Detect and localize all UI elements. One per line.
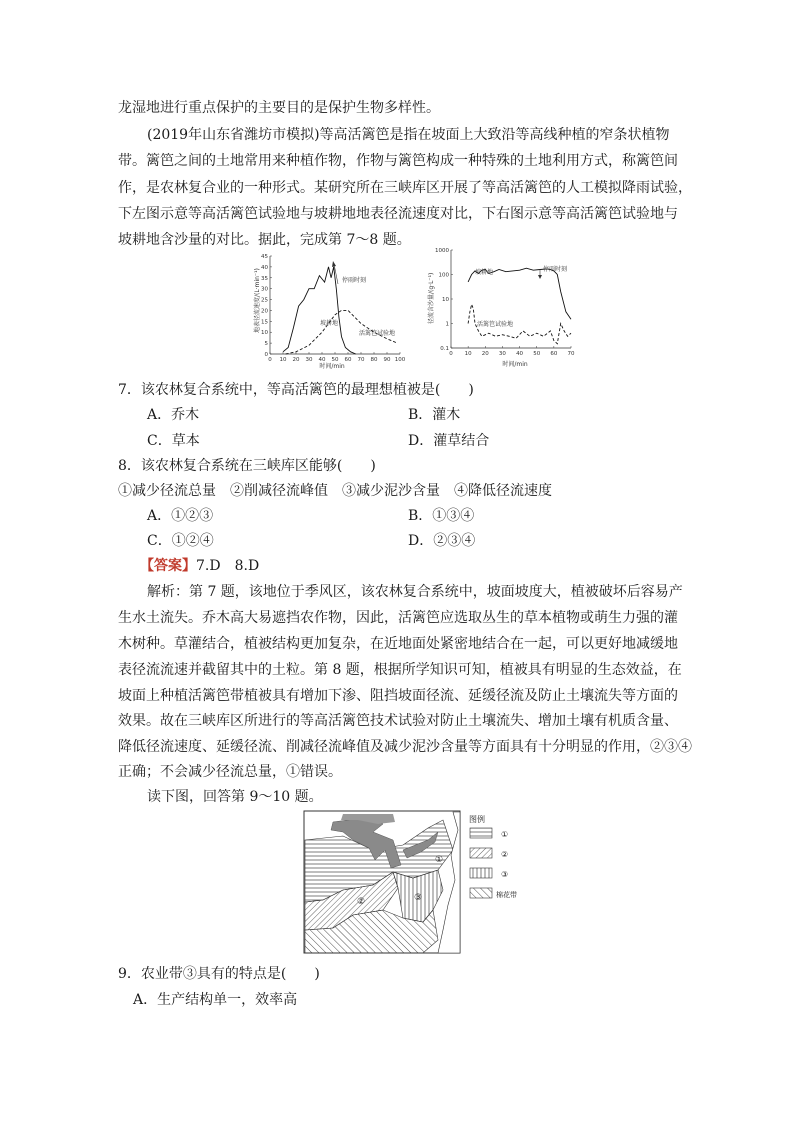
- annotation-stop-rain: 停雨时刻: [342, 277, 367, 284]
- agriculture-belts-map: [303, 810, 523, 955]
- x-tick-label: 50: [331, 357, 339, 363]
- q9-stem: 9．农业带③具有的特点是( ): [118, 966, 320, 982]
- stop-rain-arrowhead: [332, 261, 336, 267]
- x-tick-label: 50: [533, 351, 541, 357]
- x-tick-label: 20: [292, 357, 300, 363]
- x-tick-label: 10: [464, 351, 472, 357]
- q7-option-b: B．灌木: [408, 407, 461, 423]
- annotation-slope-farmland: 坡耕地: [320, 320, 339, 327]
- x-tick-label: 0: [449, 351, 453, 357]
- legend-label-2: ②: [501, 850, 509, 859]
- q8-option-c: C．①②④: [147, 533, 214, 549]
- q7-option-c: C．草本: [147, 433, 200, 449]
- legend-swatch-3: [470, 868, 492, 878]
- x-tick-label: 30: [305, 357, 313, 363]
- x-tick-label: 60: [550, 351, 558, 357]
- y-tick-label: 1000: [435, 248, 449, 254]
- intro-line: 带。篱笆之间的土地常用来种植作物，作物与篱笆构成一种特殊的土地利用方式，称篱笆间: [118, 153, 678, 169]
- x-axis-label: 时间/min: [319, 363, 345, 370]
- x-tick-label: 60: [344, 357, 352, 363]
- answer-text: 7.D 8.D: [196, 558, 260, 574]
- explanation-line: 生水土流失。乔木高大易遮挡农作物，因此，活篱笆应选取丛生的草本植物或萌生力强的灌: [118, 610, 678, 626]
- x-axis-label: 时间/min: [502, 361, 528, 368]
- map-label-2: ②: [357, 897, 366, 907]
- x-tick-label: 20: [481, 351, 489, 357]
- x-tick-label: 0: [268, 357, 272, 363]
- q9-option-a: A．生产结构单一，效率高: [133, 992, 298, 1008]
- legend-swatch-2: [470, 848, 492, 858]
- answer: [140, 556, 259, 576]
- x-tick-label: 30: [498, 351, 506, 357]
- annotation-stop-rain: 停雨时刻: [543, 266, 568, 273]
- explanation-line: 解析：第 7 题，该地位于季风区，该农林复合系统中，坡面坡度大，植被破坏后容易产: [147, 584, 683, 600]
- legend-swatch-1: [470, 828, 492, 838]
- sediment-concentration-chart: [425, 244, 585, 368]
- y-tick-label: 20: [261, 308, 268, 315]
- x-tick-label: 70: [357, 357, 365, 363]
- q7-stem: 7．该农林复合系统中，等高活篱笆的最理想植被是( ): [118, 382, 474, 398]
- explanation-line: 表径流流速并截留其中的土粒。第 8 题，根据所学知识可知，植被具有明显的生态效益，在: [118, 662, 682, 678]
- x-tick-label: 80: [370, 357, 378, 363]
- map-label-3: ③: [414, 893, 423, 903]
- legend-label-3: ③: [501, 870, 509, 879]
- y-tick-label: 0.1: [440, 346, 449, 352]
- y-tick-label: 15: [261, 319, 268, 326]
- explanation-line: 正确；不会减少径流总量，①错误。: [118, 764, 342, 780]
- x-tick-label: 100: [394, 357, 406, 363]
- x-tick-label: 70: [567, 351, 575, 357]
- runoff-velocity-chart: [250, 248, 410, 370]
- q8-stem: 8．该农林复合系统在三峡库区能够( ): [118, 458, 376, 474]
- stop-rain-arrowhead: [538, 275, 542, 279]
- explanation-line: 坡面上种植活篱笆带植被具有增加下渗、阻挡坡面径流、延缓径流及防止土壤流失等方面的: [118, 688, 678, 704]
- y-tick-label: 35: [261, 275, 268, 282]
- y-tick-label: 45: [261, 254, 268, 260]
- q8-option-a: A．①②③: [147, 508, 214, 524]
- intro-line: 下左图示意等高活篱笆试验地与坡耕地地表径流速度对比，下右图示意等高活篱笆试验地与: [118, 206, 678, 222]
- legend-swatch-cotton: [470, 888, 492, 898]
- explanation-line: 降低径流速度、延缓径流、削减径流峰值及减少泥沙含量等方面具有十分明显的作用，②③④: [118, 739, 692, 755]
- y-tick-label: 30: [261, 286, 268, 293]
- legend-label-1: ①: [501, 830, 509, 839]
- annotation-slope-farmland: 坡耕地: [475, 269, 494, 276]
- q8-option-b: B．①③④: [408, 508, 475, 524]
- annotation-hedgerow: 活篱笆试验地: [477, 321, 514, 328]
- x-tick-label: 10: [279, 357, 287, 363]
- q8-statements: ①减少径流总量 ②削减径流峰值 ③减少泥沙含量 ④降低径流速度: [118, 483, 552, 499]
- y-axis-label: 地表径流速度/(L·min⁻¹): [254, 268, 261, 333]
- explanation-line: 效果。故在三峡库区所进行的等高活篱笆技术试验对防止土壤流失、增加土壤有机质含量、: [118, 713, 678, 729]
- y-tick-label: 10: [261, 330, 268, 337]
- intro-line: (2019年山东省潍坊市模拟)等高活篱笆是指在坡面上大致沿等高线种植的窄条状植物: [147, 127, 670, 143]
- y-tick-label: 0: [264, 352, 268, 358]
- y-tick-label: 10: [442, 297, 449, 303]
- answer-tag: 【答案】: [140, 558, 196, 574]
- y-tick-label: 1: [445, 321, 449, 328]
- legend-label-cotton: 棉花带: [496, 891, 517, 899]
- legend-title: 图例: [469, 815, 485, 824]
- y-tick-label: 40: [261, 264, 268, 271]
- intro-line: 作，是农林复合业的一种形式。某研究所在三峡库区开展了等高活篱笆的人工模拟降雨试验，: [118, 180, 692, 196]
- map-prompt: 读下图，回答第 9～10 题。: [147, 789, 323, 805]
- q7-option-a: A．乔木: [147, 407, 200, 423]
- annotation-hedgerow: 活篱笆试验地: [359, 330, 396, 337]
- x-tick-label: 90: [383, 357, 391, 363]
- y-axis-label: 径流含沙量/(g·L⁻¹): [428, 272, 435, 324]
- x-tick-label: 40: [318, 357, 326, 363]
- y-tick-label: 25: [261, 297, 268, 304]
- x-tick-label: 40: [516, 351, 524, 357]
- intro-line: 坡耕地含沙量的对比。据此，完成第 7～8 题。: [118, 232, 411, 248]
- map-label-1: ①: [435, 855, 444, 865]
- q7-option-d: D．灌草结合: [408, 433, 490, 449]
- intro-line: 龙湿地进行重点保护的主要目的是保护生物多样性。: [118, 100, 440, 116]
- explanation-line: 木树种。草灌结合，植被结构更加复杂，在近地面处紧密地结合在一起，可以更好地减缓地: [118, 636, 678, 652]
- y-tick-label: 5: [264, 341, 268, 348]
- q8-option-d: D．②③④: [408, 533, 476, 549]
- y-tick-label: 100: [438, 272, 449, 279]
